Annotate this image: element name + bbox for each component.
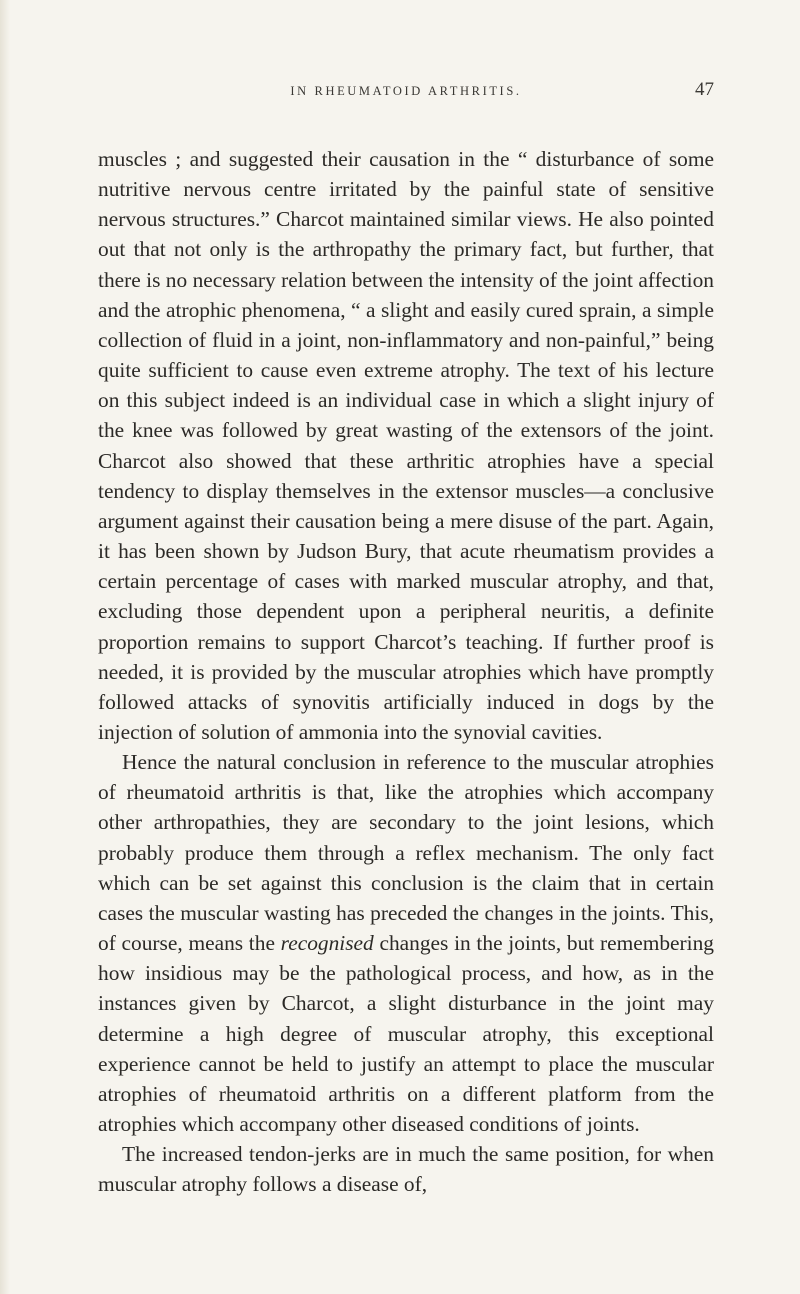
paragraph-2-emphasis: recognised bbox=[280, 931, 374, 956]
paragraph-2-text-start: Hence the natural conclusion in reference to the muscular atrophies of rheumatoid arthritis is that, like the atrophies which accompany other arthropathies, they are secondary to the joint lesions, which probably produce them through a reflex mechanism. The only fact which can be set against this conclusion is the claim that in certain cases the muscular wasting has preceded the changes in the joints. This, of course, means the bbox=[98, 750, 714, 956]
paragraph-1-text: muscles ; and suggested their causation in the “ disturbance of some nutritive nervous centre irritated by the painful state of sensitive nervous structures.” Charcot maintained similar views. He also pointed out that not only is the arthropathy the primary fact, but further, that there is no necessary relation between the intensity of the joint affection and the atrophic phenomena, “ a slight and easily cured sprain, a simple collection of fluid in a joint, non-inflammatory and non-painful,” being quite sufficient to cause even extreme atrophy. The text of his lecture on this subject indeed is an individual case in which a slight injury of the knee was followed by great wasting of the extensors of the joint. Charcot also showed that these arthritic atrophies have a special tendency to display themselves in the extensor muscles—a conclusive argument against their causation being a mere disuse of the part. Again, it has been shown by Judson Bury, that acute rheumatism provides a certain percentage of cases with marked muscular atrophy, and that, excluding those dependent upon a peripheral neuritis, a definite proportion remains to support Charcot’s teaching. If further proof is needed, it is provided by the muscular atrophies which have promptly followed attacks of synovitis artificially induced in dogs by the injection of solution of ammonia into the synovial cavities. bbox=[98, 147, 714, 744]
paragraph-2-text-end: changes in the joints, but remembering how insidious may be the pathological process, and how, as in the instances given by Charcot, a slight disturbance in the joint may determine a high degree of muscular atrophy, this exceptional experience cannot be held to justify an attempt to place the muscular atrophies of rheumatoid arthritis on a different platform from the atrophies which accompany other diseased conditions of joints. bbox=[98, 931, 714, 1136]
running-title: IN RHEUMATOID ARTHRITIS. bbox=[290, 84, 522, 98]
paragraph-3 bbox=[98, 1139, 714, 1199]
page-edge-shadow bbox=[0, 0, 10, 1294]
page-number: 47 bbox=[695, 79, 714, 100]
paragraph-3-text: The increased tendon-jerks are in much the same position, for when muscular atrophy follows a disease of, bbox=[98, 1142, 714, 1197]
body-text bbox=[98, 144, 714, 1199]
running-header bbox=[98, 62, 714, 100]
paragraph-2 bbox=[98, 747, 714, 1139]
paragraph-1 bbox=[98, 144, 714, 747]
book-page bbox=[98, 62, 714, 1199]
